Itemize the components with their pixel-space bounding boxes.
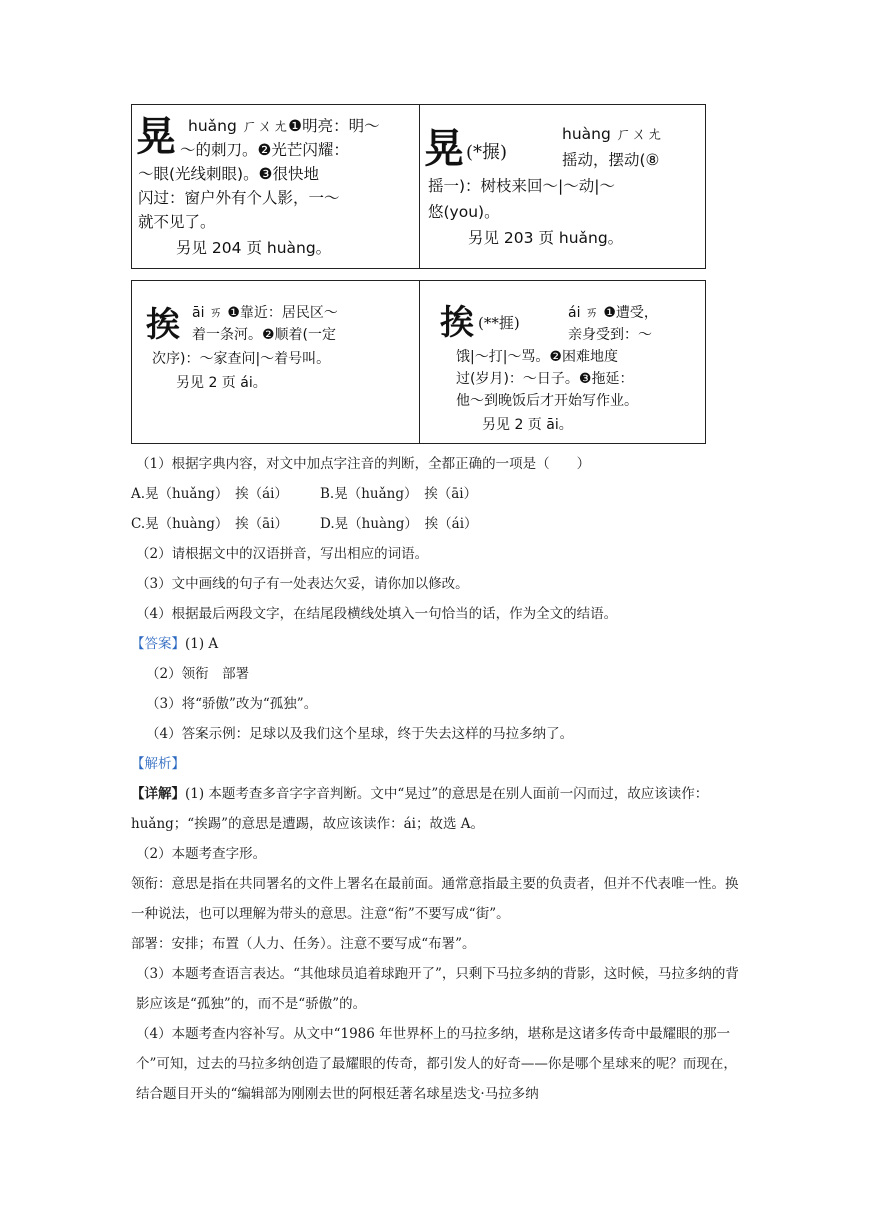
dict-headword: 晃 [136, 113, 176, 160]
option-c: C.晃（huàng） 挨（āi） [131, 516, 289, 532]
question-2: （2）请根据文中的汉语拼音，写出相应的词语。 [136, 546, 429, 562]
analysis-p3: （3）本题考查语言表达。“其他球员追着球跑开了”，只剩下马拉多纳的背影，这时候，马拉多纳的背影应该是“孤独”的，而不是“骄傲”的。 [136, 966, 739, 1012]
dict-headword: 挨 [440, 303, 474, 343]
dict-line: ái ㄞ ❶遭受， [568, 305, 658, 321]
dict-line: 亲身受到：～ [568, 327, 652, 343]
dict-line: huǎng ㄏㄨㄤ❶明亮：明～ [188, 117, 380, 135]
dict-line: ～的刺刀。❷光芒闪耀： [180, 141, 349, 159]
dict-entry-ai2 [419, 280, 706, 444]
analysis-p4: （4）本题考查内容补写。从文中“1986 年世界杯上的马拉多纳，堪称是这诸多传奇中最耀眼的那一个”可知，过去的马拉多纳创造了最耀眼的传奇，都引发人的好奇——你是哪个星球来的呢？而现在，结合题目开头的“编辑部为刚刚去世的阿根廷著名球星迭戈·马拉多纳 [136, 1026, 737, 1102]
dict-headword: 晃 [424, 125, 464, 172]
analysis-p2-a: 领衔：意思是指在共同署名的文件上署名在最前面。通常意指最主要的负责者，但并不代表唯一性。换一种说法，也可以理解为带头的意思。注意“衔”不要写成“街”。 [131, 876, 739, 922]
dict-headword: 挨 [146, 305, 180, 345]
option-d: D.晃（huàng） 挨（ái） [320, 516, 478, 532]
answer-tag: 【答案】 [131, 636, 185, 652]
answer-4: （4）答案示例：足球以及我们这个星球，终于失去这样的马拉多纳了。 [146, 726, 574, 742]
dict-line: ～眼(光线刺眼)。❸很快地 [138, 165, 319, 183]
question-4: （4）根据最后两段文字，在结尾段横线处填入一句恰当的话，作为全文的结语。 [136, 606, 618, 622]
dict-line: 另见 203 页 huǎng。 [468, 229, 624, 247]
dict-line: āi ㄞ ❶靠近：居民区～ [192, 305, 338, 321]
answer-1: (1) A [185, 636, 219, 652]
dict-entry-huang3 [131, 104, 420, 269]
dict-line: 另见 204 页 huàng。 [176, 239, 332, 257]
dict-line: 次序)：～家查问|～着号叫。 [152, 351, 331, 367]
detail-tag: 【详解】 [131, 786, 185, 802]
dict-variant: (*搌) [466, 142, 508, 163]
analysis-p2-b: 部署：安排；布置（人力、任务）。注意不要写成“布署”。 [131, 936, 476, 952]
answer-2: （2）领衔 部署 [146, 666, 250, 682]
question-1: （1）根据字典内容，对文中加点字注音的判断，全都正确的一项是（ ） [136, 456, 591, 472]
analysis-p1 [131, 779, 743, 839]
analysis-tag: 【解析】 [131, 756, 185, 772]
dict-line: 另见 2 页 āi。 [482, 417, 573, 433]
dict-entry-huang4 [419, 104, 706, 269]
answer-row-1 [131, 634, 218, 654]
dict-line: huàng ㄏㄨㄤ [562, 125, 663, 143]
dict-line: 过(岁月)：～日子。❸拖延： [456, 371, 634, 387]
analysis-p2-title: （2）本题考查字形。 [136, 846, 267, 862]
dict-line: 另见 2 页 ái。 [176, 375, 267, 391]
dict-line: 着一条河。❷顺着(一定 [192, 327, 337, 343]
dict-line: 他～到晚饭后才开始写作业。 [456, 393, 638, 409]
option-b: B.晃（huǎng） 挨（āi） [320, 486, 478, 502]
option-a: A.晃（huǎng） 挨（ái） [131, 486, 288, 502]
dict-variant: (**捱) [478, 314, 520, 332]
question-3: （3）文中画线的句子有一处表达欠妥，请你加以修改。 [136, 576, 469, 592]
answer-3: （3）将“骄傲”改为“孤独”。 [146, 696, 318, 712]
dict-line: 闪过：窗户外有个人影，一～ [138, 189, 340, 207]
dict-line: 悠(you)。 [428, 203, 500, 221]
dict-line: 摇动，摆动(⑧ [562, 151, 660, 169]
dict-line: 摇一)：树枝来回～|～动|～ [428, 177, 615, 195]
dict-line: 就不见了。 [138, 213, 216, 231]
dict-entry-ai1 [131, 280, 420, 444]
dict-line: 饿|～打|～骂。❷困难地度 [456, 349, 618, 365]
analysis-p1-text: (1) 本题考查多音字字音判断。文中“晃过”的意思是在别人面前一闪而过，故应该读作：huǎng；“挨踢”的意思是遭踢，故应该读作：ái；故选 A。 [131, 786, 709, 832]
